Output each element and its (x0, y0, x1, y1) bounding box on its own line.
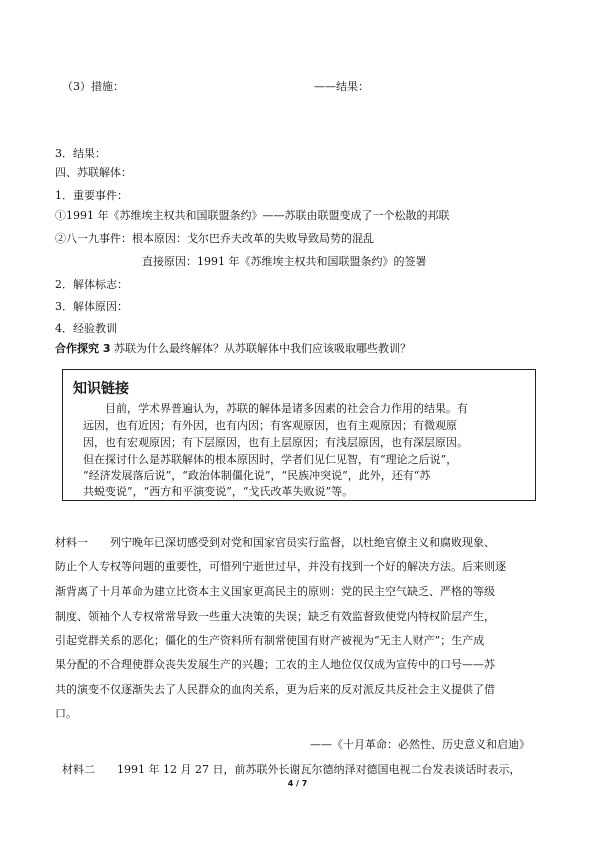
material-1-source: ——《十月革命：必然性、历史意义和启迪》 (310, 738, 530, 751)
inquiry-label: 合作探究 3 (55, 342, 111, 355)
page-number: 4 / 7 (287, 779, 308, 788)
knowledge-line: 目前，学术界普遍认为，苏联的解体是诸多因素的社会合力作用的结果。有 (83, 402, 468, 415)
lesson: 4．经验教训 (55, 322, 117, 335)
knowledge-box (62, 369, 536, 501)
events-title: 1．重要事件： (55, 189, 128, 202)
material-1-line: 防止个人专权等问题的重要性，可惜列宁逝世过早，并没有找到一个好的解决方法。后来则逐 (55, 560, 506, 573)
knowledge-line: 远因，也有近因；有外因，也有内因；有客观原因，也有主观原因；有微观原 (83, 419, 457, 432)
material-1-line: 引起党群关系的恶化；僵化的生产资料所有制常使国有财产被视为“无主人财产”；生产成 (55, 634, 485, 647)
measures-label: （3）措施： (62, 80, 124, 93)
material-1-line: 果分配的不合理使群众丧失发展生产的兴趣；工农的主人地位仅仅成为宣传中的口号——苏 (55, 658, 495, 671)
knowledge-line: 因，也有宏观原因；有下层原因，也有上层原因；有浅层原因，也有深层原因。 (83, 436, 468, 449)
event-2: ②八一九事件：根本原因：戈尔巴乔夫改革的失败导致局势的混乱 (55, 232, 374, 245)
material-1-line: 制度、领袖个人专权常常导致一些重大决策的失误；缺乏有效监督致使党内特权阶层产生， (55, 610, 495, 623)
section-4-title: 四、苏联解体： (55, 166, 132, 179)
inquiry-question: 苏联为什么最终解体？从苏联解体中我们应该吸取哪些教训？ (113, 342, 411, 355)
knowledge-line: “经济发展落后说”，“政治体制僵化说”，“民族冲突说”，此外，还有“苏 (83, 469, 431, 482)
knowledge-line: 共蜕变说”，“西方和平演变说”，“戈氏改革失败说”等。 (83, 485, 354, 498)
material-1-line: 材料一 列宁晚年已深切感受到对党和国家官员实行监督，以杜绝官僚主义和腐败现象、 (55, 536, 495, 549)
material-1-line: 口。 (55, 707, 77, 720)
knowledge-line: 但在探讨什么是苏联解体的根本原因时，学者们见仁见智，有“理论之后说”， (83, 453, 458, 466)
material-1-line: 渐背离了十月革命为建立比资本主义国家更高民主的原则：党的民主空气缺乏、严格的等级 (55, 585, 495, 598)
dissolution-reason: 3．解体原因： (55, 300, 128, 313)
inquiry (55, 342, 411, 356)
event-1: ①1991 年《苏维埃主权共和国联盟条约》——苏联由联盟变成了一个松散的邦联 (55, 209, 450, 222)
material-1-line: 共的演变不仅逐渐失去了人民群众的血肉关系，更为后来的反对派反共反社会主义提供了借 (55, 683, 495, 696)
measures-result: ——结果： (314, 80, 369, 93)
knowledge-box-title: 知识链接 (73, 381, 129, 397)
event-2-direct: 直接原因：1991 年《苏维埃主权共和国联盟条约》的签署 (142, 255, 427, 268)
material-2-line: 材料二 1991 年 12 月 27 日，前苏联外长谢瓦尔德纳泽对德国电视二台发表谈话时表示， (62, 763, 521, 776)
result-3: 3．结果： (55, 147, 106, 160)
dissolution-mark: 2．解体标志： (55, 278, 128, 291)
